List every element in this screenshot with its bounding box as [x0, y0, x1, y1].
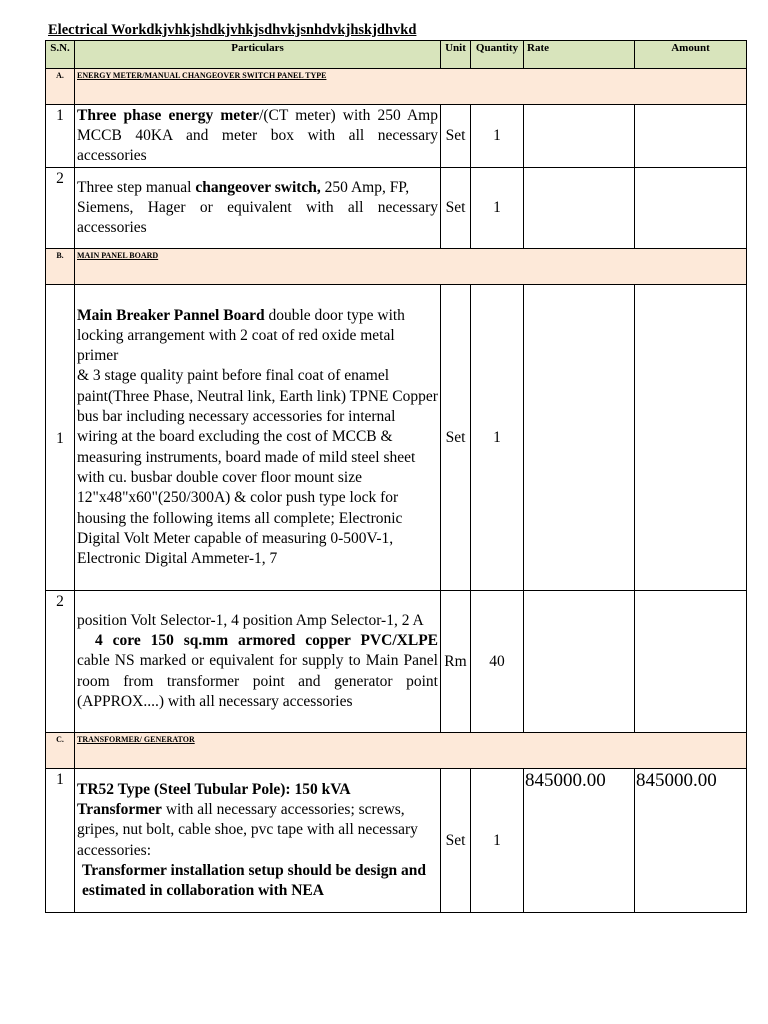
section-letter: A.: [46, 69, 75, 105]
row-rate: [524, 285, 635, 591]
item-details: with all necessary accessories; screws, gripes, nut bolt, cable shoe, pvc tape with all necessary accessories:: [77, 800, 418, 859]
row-amount: [635, 591, 747, 733]
section-row-c: [46, 733, 747, 769]
section-letter: C.: [46, 733, 75, 769]
header-particulars: Particulars: [75, 41, 441, 69]
section-row-a: [46, 69, 747, 105]
header-row: [46, 41, 747, 69]
item-line-2: [77, 631, 438, 712]
item-name: changeover switch,: [195, 178, 321, 196]
header-quantity: Quantity: [471, 41, 524, 69]
row-sn: 1: [46, 105, 75, 168]
row-amount: 845000.00: [635, 769, 747, 913]
row-description: [75, 285, 441, 591]
row-description: [75, 591, 441, 733]
row-unit: Set: [441, 285, 471, 591]
row-rate: [524, 168, 635, 249]
item-line-1: [77, 306, 438, 367]
section-title: MAIN PANEL BOARD: [75, 249, 747, 285]
item-name: TR52 Type (Steel Tubular Pole): 150 kVA Transformer: [77, 780, 350, 818]
row-amount: [635, 105, 747, 168]
item-name: Main Breaker Pannel Board: [77, 306, 265, 324]
section-title: TRANSFORMER/ GENERATOR: [75, 733, 747, 769]
row-sn: 2: [46, 168, 75, 249]
row-sn: 2: [46, 591, 75, 733]
header-amount: Amount: [635, 41, 747, 69]
boq-table: [45, 40, 747, 913]
section-letter: B.: [46, 249, 75, 285]
table-row: [46, 285, 747, 591]
row-quantity: 1: [471, 769, 524, 913]
item-line-2: & 3 stage quality paint before final coat of enamel paint(Three Phase, Neutral link, Earth link) TPNE Copper bus bar including necessary accessories for internal wiring at the board excluding the cost of MCCB & measuring instruments, board made of mild steel sheet with cu. busbar double cover floor mount size 12"x48"x60"(250/300A) & color push type lock for housing the following items all complete; Electronic Digital Volt Meter capable of measuring 0-500V-1, Electronic Digital Ammeter-1, 7: [77, 367, 438, 568]
row-unit: Set: [441, 168, 471, 249]
row-quantity: 1: [471, 285, 524, 591]
header-rate: Rate: [524, 41, 635, 69]
table-row: [46, 168, 747, 249]
row-description: [75, 168, 441, 249]
section-row-b: [46, 249, 747, 285]
row-quantity: 1: [471, 168, 524, 249]
item-line-1: [77, 178, 438, 198]
row-description: [75, 105, 441, 168]
item-name: 4 core 150 sq.mm armored copper PVC/XLPE: [95, 632, 438, 650]
table-row: [46, 105, 747, 168]
item-line-1: [77, 780, 438, 861]
row-rate: [524, 591, 635, 733]
item-details: cable NS marked or equivalent for supply to Main Panel room from transformer point and generator point (APPROX....) with all necessary accessories: [77, 652, 438, 710]
table-row: [46, 769, 747, 913]
row-quantity: 1: [471, 105, 524, 168]
section-title: ENERGY METER/MANUAL CHANGEOVER SWITCH PANEL TYPE: [75, 69, 747, 105]
item-details: double door type with locking arrangement with 2 coat of red oxide metal primer: [77, 306, 405, 365]
row-rate: [524, 105, 635, 168]
item-suffix: 250 Amp, FP,: [320, 178, 410, 196]
item-details: /(CT meter) with 250 Amp MCCB 40KA and meter box with all necessary accessories: [77, 106, 438, 165]
item-line-2: Siemens, Hager or equivalent with all necessary accessories: [77, 198, 438, 237]
item-line-1: position Volt Selector-1, 4 position Amp Selector-1, 2 A: [77, 611, 424, 629]
row-quantity: 40: [471, 591, 524, 733]
row-rate: 845000.00: [524, 769, 635, 913]
row-amount: [635, 168, 747, 249]
header-unit: Unit: [441, 41, 471, 69]
row-description: [75, 769, 441, 913]
table-row: [46, 591, 747, 733]
row-unit: Set: [441, 769, 471, 913]
row-unit: Set: [441, 105, 471, 168]
row-amount: [635, 285, 747, 591]
item-name: Three phase energy meter: [77, 106, 260, 124]
row-unit: Rm: [441, 591, 471, 733]
item-prefix: Three step manual: [77, 178, 196, 196]
row-sn: 1: [46, 285, 75, 591]
item-note: Transformer installation setup should be design and estimated in collaboration with NEA: [82, 861, 426, 900]
row-sn: 1: [46, 769, 75, 913]
document-title: Electrical Workdkjvhkjshdkjvhkjsdhvkjsnhdvkjhskjdhvkd: [48, 22, 417, 38]
header-sn: S.N.: [46, 41, 75, 69]
